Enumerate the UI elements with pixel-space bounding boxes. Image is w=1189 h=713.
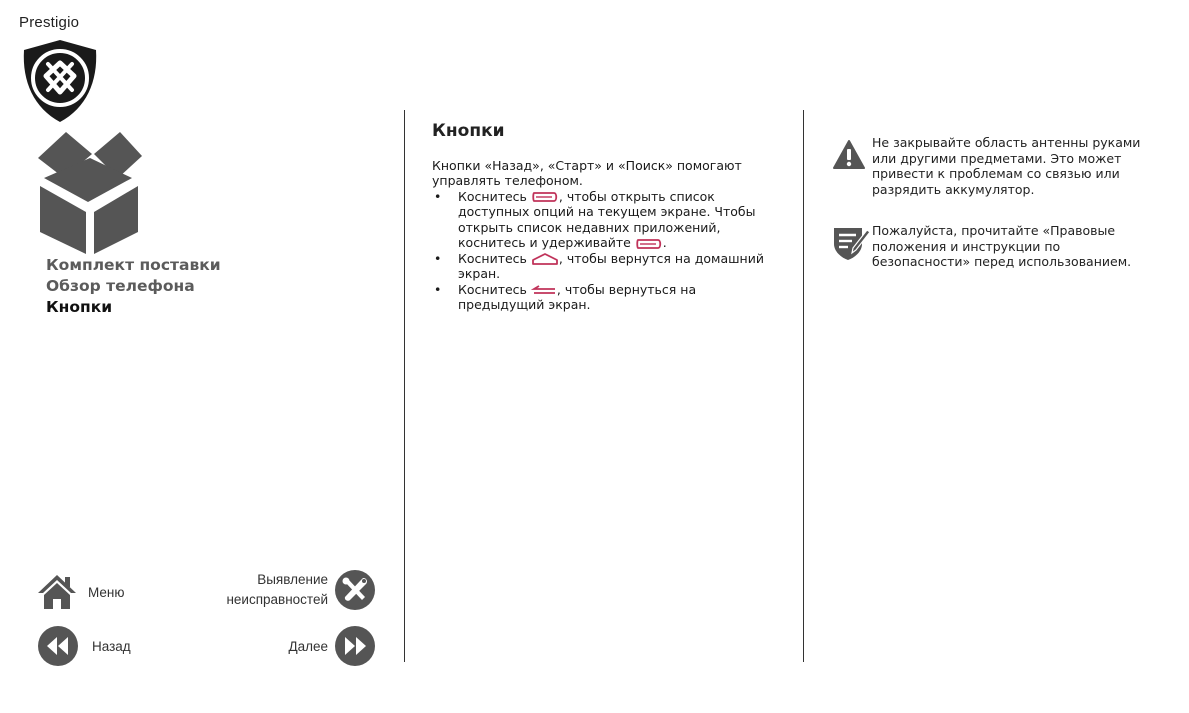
rewind-icon — [37, 625, 79, 667]
prestigio-logo — [20, 38, 100, 124]
list-item: • Коснитесь , чтобы открыть список доступных опций на текущем экране. Чтобы открыть список недавних приложений, коснитесь и удерживайте . — [432, 189, 782, 251]
toc-item-phone-overview[interactable]: Обзор телефона — [46, 277, 195, 295]
column-divider-left — [404, 110, 405, 662]
section-intro: Кнопки «Назад», «Старт» и «Поиск» помогают управлять телефоном. — [432, 157, 742, 188]
list-item: • Коснитесь , чтобы вернуться на предыдущий экран. — [432, 282, 782, 313]
troubleshooting-label: Выявление неисправностей — [226, 572, 328, 607]
buttons-section — [432, 121, 782, 313]
menu-key-icon — [531, 191, 559, 203]
menu-key-icon — [635, 238, 663, 250]
tools-icon — [334, 569, 376, 611]
instructions-list — [432, 189, 782, 313]
back-button[interactable] — [37, 625, 131, 667]
fast-forward-icon — [334, 625, 376, 667]
column-divider-right — [803, 110, 804, 662]
section-title: Кнопки — [432, 121, 505, 141]
troubleshooting-button[interactable] — [212, 569, 376, 611]
read-notes-icon — [832, 222, 872, 262]
read-safety-note: Пожалуйста, прочитайте «Правовые положения и инструкции по безопасности» перед использованием. — [872, 223, 1132, 269]
antenna-warning-note: Не закрывайте область антенны руками или другими предметами. Это может привести к проблемам со связью или разрядить аккумулятор. — [872, 135, 1141, 197]
home-key-icon — [531, 252, 559, 266]
warning-icon — [833, 139, 865, 171]
package-box-icon — [30, 128, 146, 256]
toc-item-package-contents[interactable]: Комплект поставки — [46, 256, 221, 274]
table-of-contents — [46, 255, 221, 318]
list-item: • Коснитесь , чтобы вернутся на домашний экран. — [432, 251, 782, 282]
back-key-icon — [531, 284, 557, 296]
next-button[interactable] — [280, 625, 376, 667]
next-label: Далее — [288, 638, 328, 654]
brand-name: Prestigio — [19, 14, 80, 31]
home-icon — [36, 571, 78, 613]
toc-item-buttons[interactable]: Кнопки — [46, 298, 113, 316]
menu-button[interactable] — [36, 571, 125, 613]
menu-label: Меню — [88, 584, 125, 600]
back-label: Назад — [92, 638, 131, 654]
